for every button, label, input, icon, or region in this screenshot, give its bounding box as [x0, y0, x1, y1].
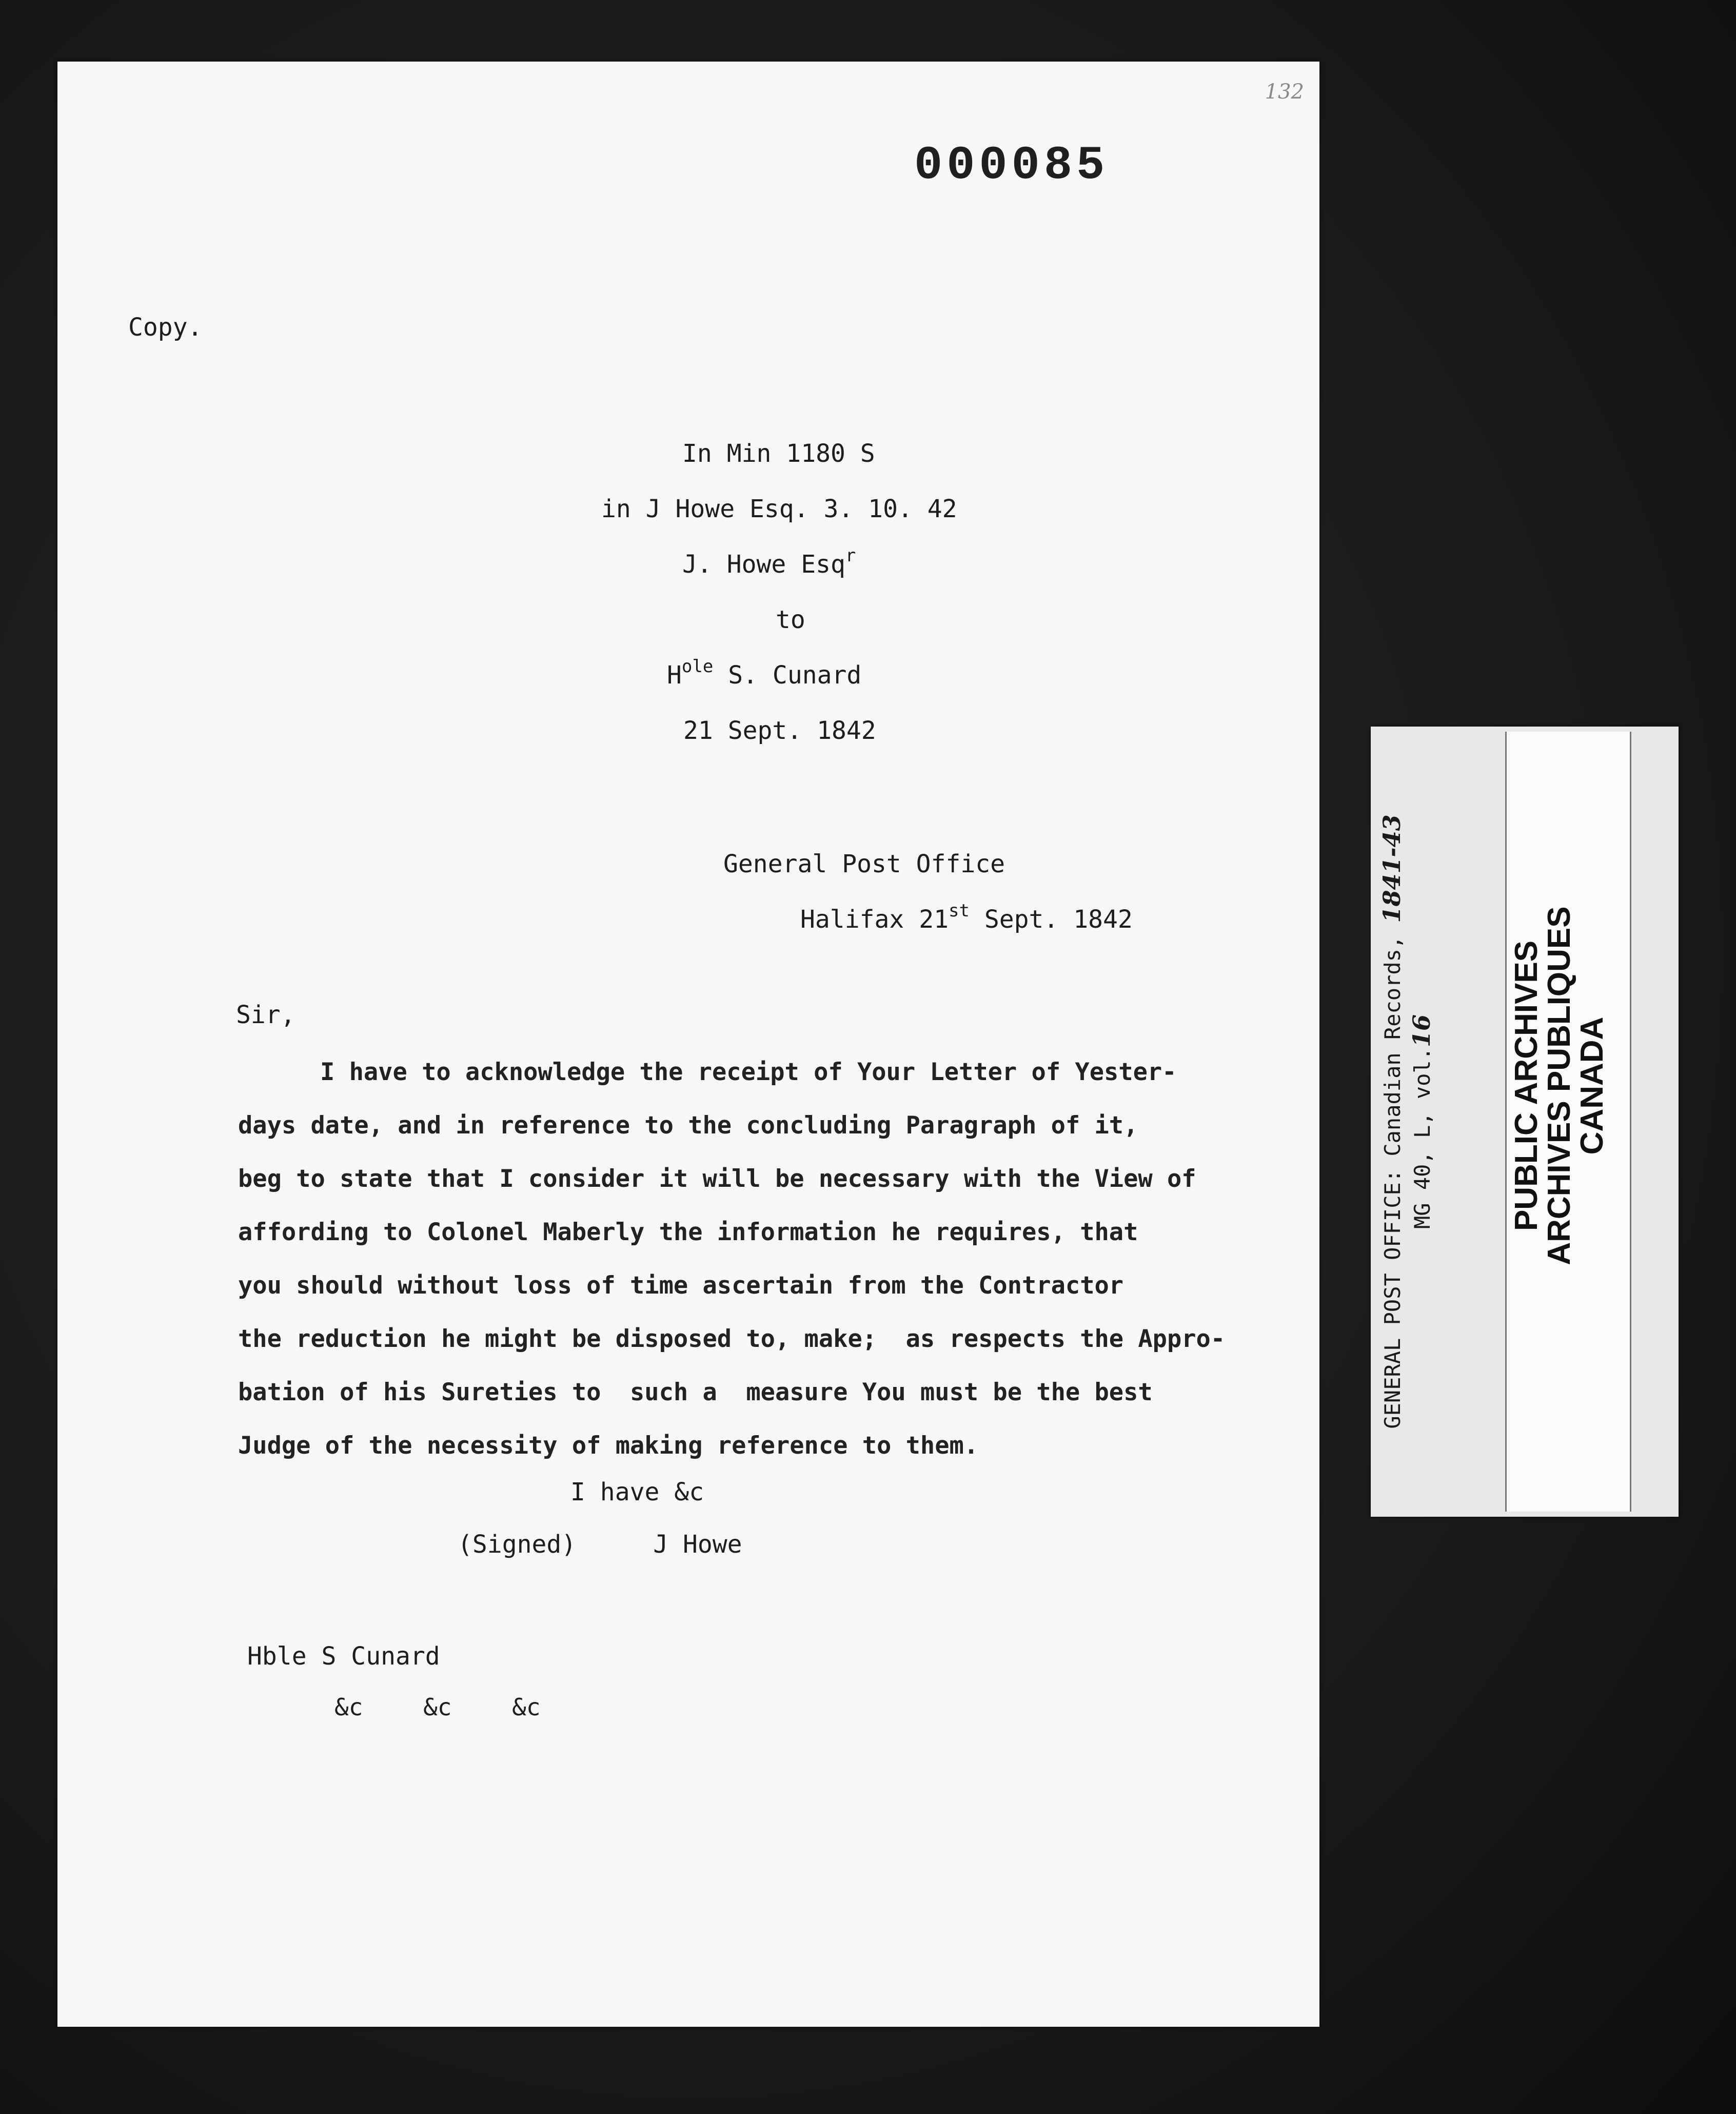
body-line: days date, and in reference to the concluding Paragraph of it, [238, 1111, 1138, 1140]
archive-stamp-line-2: ARCHIVES PUBLIQUES [1542, 906, 1577, 1265]
archive-stamp-line-3: CANADA [1574, 1016, 1610, 1155]
archive-reference-years: 1841-43 [1378, 814, 1406, 923]
body-line: Judge of the necessity of making reference to them. [238, 1432, 979, 1460]
archive-stamp [1510, 804, 1623, 1368]
header-line-6: 21 Sept. 1842 [683, 716, 876, 745]
etc-line: &c &c &c [334, 1693, 541, 1721]
copy-label: Copy. [128, 313, 203, 342]
place-line-2 [800, 892, 1133, 947]
body-line: beg to state that I consider it will be necessary with the View of [238, 1165, 1196, 1193]
salutation: Sir, [236, 1001, 295, 1029]
signed-label: (Signed) [458, 1530, 577, 1559]
archive-reference-volume-label: MG 40, L, vol. [1410, 1047, 1435, 1229]
archive-reference-line-2 [1407, 747, 1437, 1496]
body-line: bation of his Sureties to such a measure You must be the best [238, 1378, 1153, 1406]
place-line-2-prefix: Halifax 21 [800, 905, 949, 934]
body-line: the reduction he might be disposed to, make; as respects the Appro- [238, 1325, 1226, 1353]
letter-body [238, 1046, 1326, 1473]
document-number: 000085 [914, 139, 1109, 192]
body-line: I have to acknowledge the receipt of Your Letter of Yester- [320, 1058, 1177, 1086]
body-line: affording to Colonel Maberly the information he requires, that [238, 1218, 1138, 1246]
place-line-1: General Post Office [723, 850, 1005, 878]
header-line-5-superscript: ole [681, 656, 714, 677]
place-line-2-suffix: Sept. 1842 [969, 905, 1133, 934]
signer-name: J Howe [653, 1530, 742, 1559]
archive-reference-volume-number: 16 [1408, 1014, 1435, 1047]
header-line-5-prefix: H [667, 661, 682, 690]
header-line-5-text: S. Cunard [713, 661, 862, 690]
header-line-1: In Min 1180 S [682, 439, 875, 468]
addressee: Hble S Cunard [247, 1642, 440, 1671]
header-line-3-text: J. Howe Esq [682, 550, 845, 579]
body-line: you should without loss of time ascertain from the Contractor [238, 1271, 1124, 1300]
page-corner-number: 132 [1265, 80, 1304, 104]
header-line-4: to [776, 605, 805, 634]
archive-reference [1377, 747, 1439, 1496]
header-line-2: in J Howe Esq. 3. 10. 42 [601, 495, 957, 523]
archive-reference-series: GENERAL POST OFFICE: Canadian Records, [1380, 923, 1405, 1429]
header-line-5 [667, 648, 861, 703]
header-line-3 [682, 537, 856, 592]
document-page [57, 62, 1319, 2027]
closing-line: I have &c [570, 1478, 704, 1506]
place-line-2-superscript: st [948, 901, 970, 921]
archive-reference-line-1 [1377, 747, 1407, 1496]
archive-stamp-line-1: PUBLIC ARCHIVES [1509, 940, 1544, 1231]
signature-line [458, 1530, 742, 1559]
header-line-3-superscript: r [845, 545, 856, 566]
